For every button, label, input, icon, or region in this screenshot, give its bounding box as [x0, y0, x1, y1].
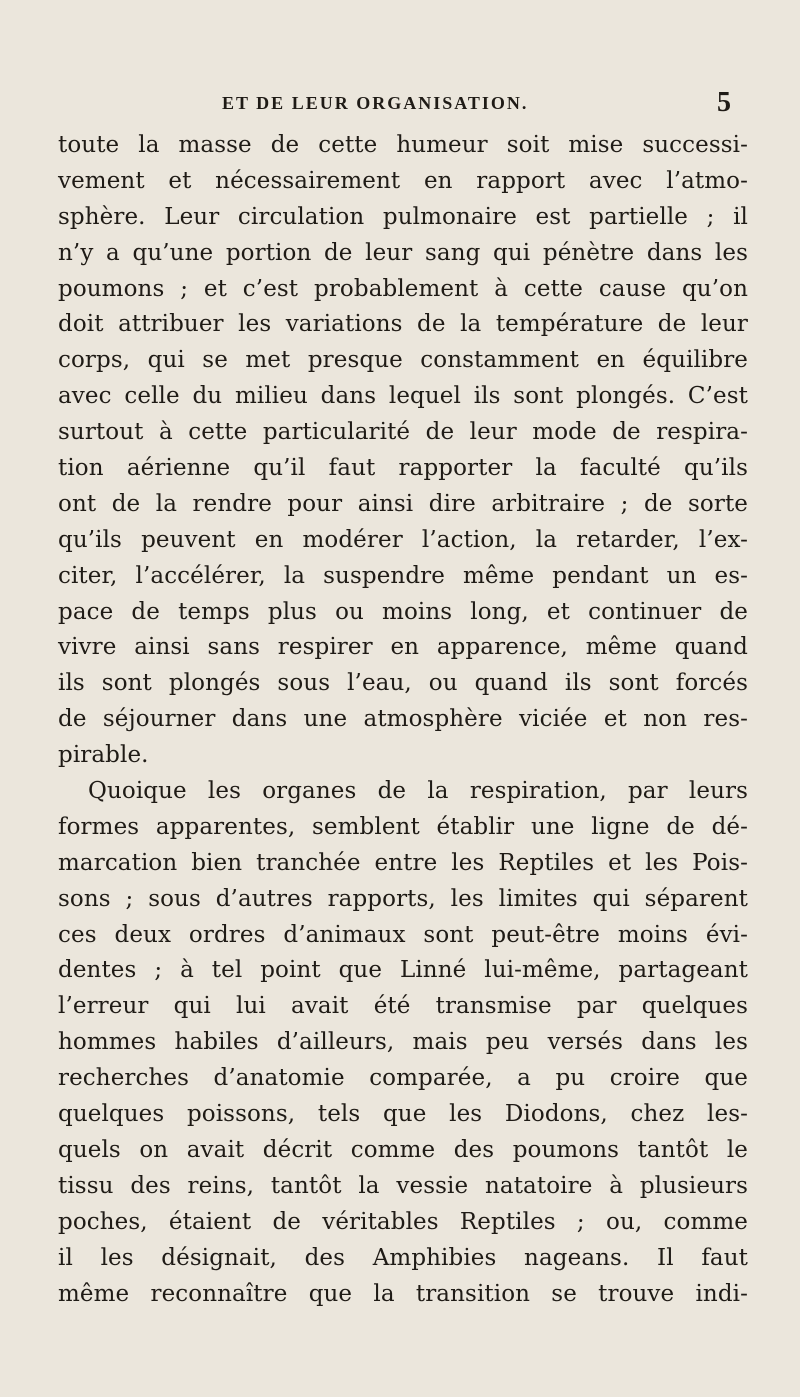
text-line: poches, étaient de véritables Reptiles ; ou, comme — [58, 1208, 748, 1235]
paragraph-2 — [58, 774, 748, 1312]
running-title: ET DE LEUR ORGANISATION. — [222, 93, 529, 113]
text-line: ont de la rendre pour ainsi dire arbitraire ; de sorte — [58, 490, 748, 517]
text-line: qu’ils peuvent en modérer l’action, la retarder, l’ex- — [58, 526, 748, 553]
text-line: de séjourner dans une atmosphère viciée et non res- — [58, 706, 748, 733]
text-line: ces deux ordres d’animaux sont peut-être moins évi- — [58, 921, 748, 948]
text-line: tissu des reins, tantôt la vessie natatoire à plusieurs — [58, 1172, 748, 1199]
text-line: marcation bien tranchée entre les Reptiles et les Pois- — [58, 849, 748, 876]
text-line: il les désignait, des Amphibies nageans. Il faut — [58, 1244, 748, 1271]
text-line: Quoique les organes de la respiration, par leurs — [88, 778, 748, 805]
text-line: corps, qui se met presque constamment en équilibre — [58, 347, 748, 374]
page-number: 5 — [717, 87, 731, 118]
text-line: hommes habiles d’ailleurs, mais peu versés dans les — [58, 1029, 748, 1056]
text-line: formes apparentes, semblent établir une ligne de dé- — [58, 813, 748, 840]
text-line: tion aérienne qu’il faut rapporter la faculté qu’ils — [58, 455, 748, 482]
text-line: sphère. Leur circulation pulmonaire est partielle ; il — [58, 203, 748, 230]
text-line: vivre ainsi sans respirer en apparence, même quand — [58, 634, 748, 661]
text-line: pace de temps plus ou moins long, et continuer de — [58, 598, 748, 625]
text-line: toute la masse de cette humeur soit mise successi- — [58, 132, 748, 158]
text-line: même reconnaître que la transition se trouve indi- — [58, 1280, 748, 1307]
text-line: quelques poissons, tels que les Diodons, chez les- — [58, 1101, 748, 1128]
paragraph-1 — [58, 128, 748, 774]
text-line: recherches d’anatomie comparée, a pu croire que — [58, 1065, 748, 1092]
running-head — [0, 87, 800, 122]
text-line: avec celle du milieu dans lequel ils sont plongés. C’est — [58, 383, 748, 410]
text-line: doit attribuer les variations de la température de leur — [58, 311, 748, 338]
body-text — [58, 128, 748, 1312]
text-line: sons ; sous d’autres rapports, les limites qui séparent — [58, 885, 748, 912]
text-line: dentes ; à tel point que Linné lui-même, partageant — [58, 957, 748, 984]
text-line: poumons ; et c’est probablement à cette cause qu’on — [58, 275, 748, 302]
text-line: citer, l’accélérer, la suspendre même pendant un es- — [58, 562, 748, 589]
text-line: surtout à cette particularité de leur mode de respira- — [58, 419, 748, 446]
text-line: n’y a qu’une portion de leur sang qui pénètre dans les — [58, 239, 748, 266]
text-line: ils sont plongés sous l’eau, ou quand ils sont forcés — [58, 670, 748, 697]
text-line: quels on avait décrit comme des poumons tantôt le — [58, 1136, 748, 1163]
text-line: l’erreur qui lui avait été transmise par quelques — [58, 993, 748, 1020]
text-line: vement et nécessairement en rapport avec l’atmo- — [58, 167, 748, 194]
text-line: pirable. — [58, 742, 149, 769]
